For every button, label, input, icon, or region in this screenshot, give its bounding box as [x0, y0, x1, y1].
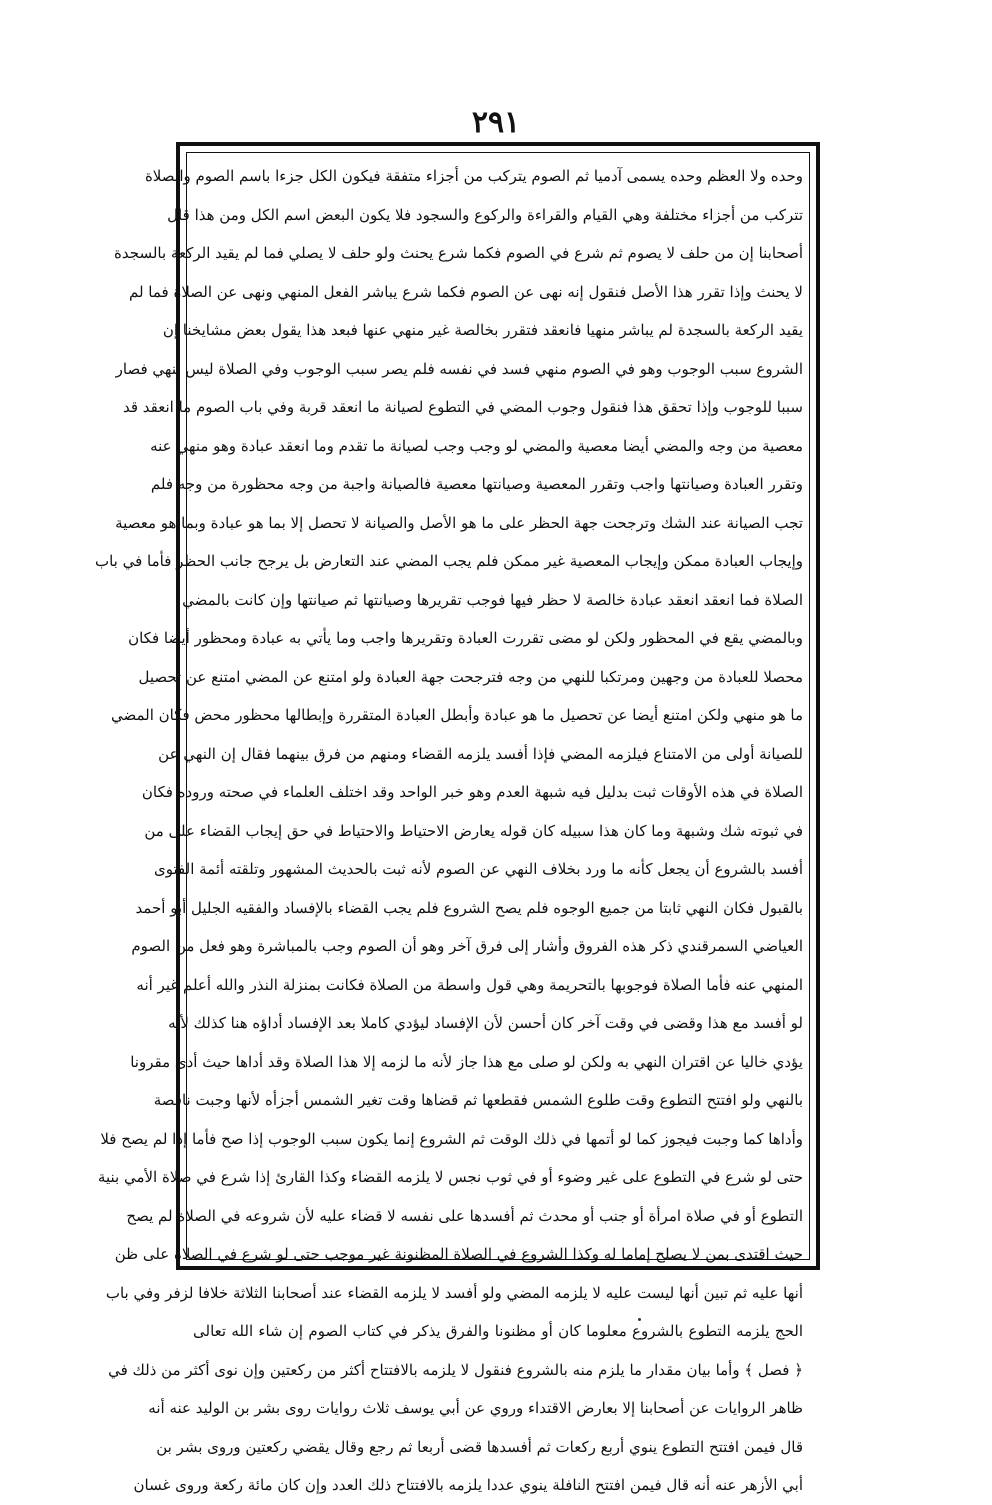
- text-line: تجب الصيانة عند الشك وترجحت جهة الحظر على ما هو الأصل والصيانة لا تحصل إلا بما هو عبادة وبما هو معصية: [115, 513, 803, 532]
- page-border-inner: [94, 152, 810, 1494]
- text-line: لو أفسد مع هذا وقضى في وقت آخر كان أحسن لأن الإفساد ليؤدي كاملا بعد الإفساد أداؤه هنا كذلك لأنه: [168, 1014, 803, 1032]
- text-line: وإيجاب العبادة ممكن وإيجاب المعصية غير ممكن فلم يجب المضي عند التعارض بل يرجح جانب الحظر فأما في باب: [94, 552, 803, 570]
- text-line: حتى لو شرع في التطوع على غير وضوء أو في ثوب نجس لا يلزمه القضاء وكذا القارئ إذا شرع في صلاة الأمي بنية: [97, 1168, 803, 1186]
- text-line: تتركب من أجزاء مختلفة وهي القيام والقراءة والركوع والسجود فلا يكون البعض اسم الكل ومن هذا قال: [167, 205, 803, 224]
- text-line: وأداها كما وجبت فيجوز كما لو أتمها في ذلك الوقت ثم الشروع إنما يكون سبب الوجوب إذا صح فأما إذا لم يصح فلا: [100, 1129, 803, 1148]
- text-line: العياضي السمرقندي ذكر هذه الفروق وأشار إلى فرق آخر وهو أن الصوم وجب بالمباشرة وهو فعل من الصوم: [131, 937, 803, 955]
- text-line: أفسد بالشروع أن يجعل كأنه ما ورد بخلاف النهي عن الصوم لأنه ثبت بالحديث المشهور وتلقته أئمة الفتوى: [154, 860, 803, 878]
- text-line: معصية من وجه والمضي أيضا معصية والمضي لو وجب وجب لصيانة ما تقدم وما انعقد عبادة وهو منهي عنه: [150, 436, 803, 455]
- text-line: وبالمضي يقع في المحظور ولكن لو مضى تقررت العبادة وتقريرها واجب وما يأتي به عبادة ومحظور أيضا فكان: [128, 629, 803, 647]
- text-line: يؤدي خاليا عن اقتران النهي به ولكن لو صلى مع هذا جاز لأنه ما لزمه إلا هذا الصلاة وقد أداها حيث أدى مقرونا: [130, 1052, 803, 1071]
- text-line: ما هو منهي ولكن امتنع أيضا عن تحصيل ما هو عبادة وأبطل العبادة المتقررة وإبطالها محظور محض فكان المضي: [110, 706, 803, 724]
- text-line: أصحابنا إن من حلف لا يصوم ثم شرع في الصوم فكما شرع يحنث ولو حلف لا يصلي فما لم يقيد الركعة بالسجدة: [114, 244, 803, 262]
- text-line: ظاهر الروايات عن أصحابنا إلا بعارض الاقتداء وروي عن أبي يوسف ثلاث روايات روى بشر بن الوليد عنه أنه: [148, 1399, 803, 1417]
- text-line: لا يحنث وإذا تقرر هذا الأصل فنقول إنه نهى عن الصوم فكما شرع يباشر الفعل المنهي ونهى عن الصلاة فما لم: [128, 282, 803, 301]
- text-line: حيث اقتدى بمن لا يصلح إماما له وكذا الشروع في الصلاة المظنونة غير موجب حتى لو شرع في الصلاة على ظن: [114, 1245, 803, 1263]
- text-line: ﴿ فصل ﴾ وأما بيان مقدار ما يلزم منه بالشروع فنقول لا يلزمه بالافتتاح أكثر من ركعتين وإن نوى أكثر من ذلك في: [108, 1360, 803, 1379]
- text-line: المنهي عنه فأما الصلاة فوجوبها بالتحريمة وهي قول واسطة من الصلاة فكانت بمنزلة النذر والله أعلم غير أنه: [136, 975, 803, 994]
- text-line: أنها عليه ثم تبين أنها ليست عليه لا يلزمه المضي ولو أفسد لا يلزمه القضاء عند أصحابنا الثلاثة خلافا لزفر وفي باب: [105, 1283, 803, 1302]
- text-line: قال فيمن افتتح التطوع ينوي أربع ركعات ثم أفسدها قضى أربعا ثم رجع وقال يقضي ركعتين وروى بشر بن: [156, 1437, 803, 1456]
- text-line: وحده ولا العظم وحده يسمى آدميا ثم الصوم يتركب من أجزاء متفقة فيكون الكل جزءا باسم الصوم والصلاة: [144, 167, 803, 185]
- text-line: وتقرر العبادة وصيانتها واجب وتقرر المعصية وصيانتها معصية فالصيانة واجبة من وجه محظورة من وجه فلم: [150, 475, 803, 493]
- print-speck: [638, 1318, 641, 1321]
- text-line: بالنهي ولو افتتح التطوع وقت طلوع الشمس فقطعها ثم قضاها وقت تغير الشمس أجزأه لأنها وجبت ناقصة: [153, 1091, 803, 1109]
- text-line: سببا للوجوب وإذا تحقق هذا فنقول وجوب المضي في التطوع لصيانة ما انعقد قربة وفي باب الصوم ما انعقد قد: [122, 398, 803, 416]
- text-line: في ثبوته شك وشبهة وما كان هذا سبيله كان قوله يعارض الاحتياط والاحتياط في حق إيجاب القضاء على من: [144, 821, 803, 840]
- page-number: ٢٩١: [471, 105, 521, 140]
- text-line: الشروع سبب الوجوب وهو في الصوم منهي فسد في نفسه فلم يصر سبب الوجوب وفي الصلاة ليس بنهي فصار: [115, 359, 803, 378]
- text-line: يقيد الركعة بالسجدة لم يباشر منهيا فانعقد فتقرر بخالصة غير منهي عنها فبعد هذا يقول بعض مشايخنا إن: [162, 321, 803, 339]
- main-text: [94, 157, 803, 1494]
- text-line: الصلاة فما انعقد انعقد عبادة خالصة لا حظر فيها فوجب تقريرها وصيانتها ثم صيانتها وإن كانت بالمضي: [182, 590, 803, 609]
- text-line: الصلاة في هذه الأوقات ثبت بدليل فيه شبهة العدم وهو خبر الواحد وقد اختلف العلماء في صحته وروده فكان: [141, 783, 803, 801]
- text-line: للصيانة أولى من الامتناع فيلزمه المضي فإذا أفسد يلزمه القضاء ومنهم من فرق بينهما فقال إن النهي عن: [158, 744, 803, 763]
- text-line: التطوع أو في صلاة امرأة أو جنب أو محدث ثم أفسدها على نفسه لا قضاء عليه لأن شروعه في الصلاة لم يصح: [126, 1206, 803, 1225]
- text-line: الحج يلزمه التطوع بالشروع معلوما كان أو مظنونا والفرق يذكر في كتاب الصوم إن شاء الله تعالى: [193, 1322, 803, 1340]
- text-line: بالقبول فكان النهي ثابتا من جميع الوجوه فلم يصح الشروع فلم يجب القضاء بالإفساد والفقيه الجليل أبو أحمد: [135, 898, 803, 917]
- text-line: أبي الأزهر عنه أنه قال فيمن افتتح النافلة ينوي عددا يلزمه بالافتتاح ذلك العدد وإن كان مائة ركعة وروى غسان: [133, 1476, 803, 1494]
- text-line: محصلا للعبادة من وجهين ومرتكبا للنهي من وجه فترجحت جهة العبادة ولو امتنع عن المضي امتنع عن تحصيل: [138, 667, 803, 686]
- page-border: [94, 142, 820, 1494]
